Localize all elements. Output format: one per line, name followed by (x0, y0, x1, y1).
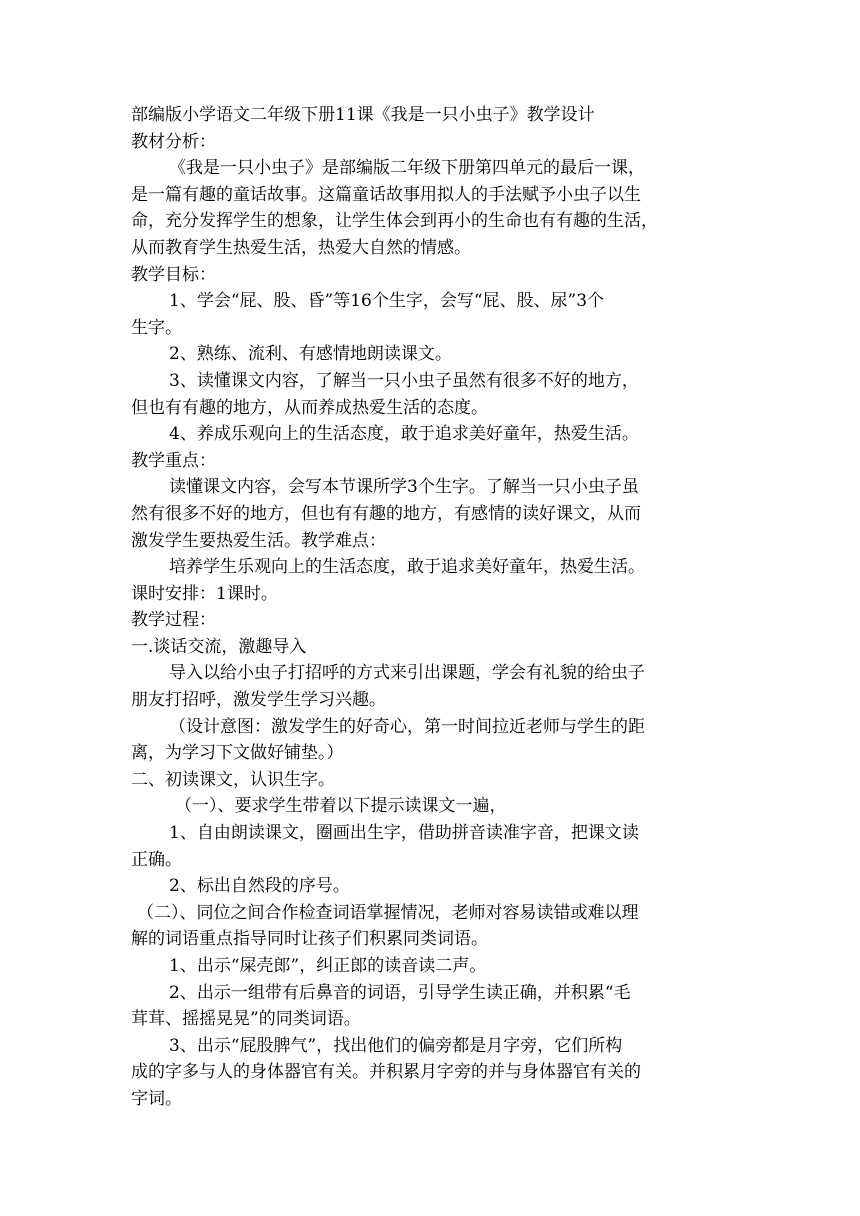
text-line: 1、学会“屁、股、昏”等16个生字，会写“屁、股、尿”3个 (169, 291, 605, 312)
text-line: 1、出示“屎壳郎”，纠正郎的读音读二声。 (169, 956, 487, 976)
text-line: （二）、同位之间合作检查词语掌握情况，老师对容易读错或难以理 (137, 902, 639, 923)
text-line: （设计意图：激发学生的好奇心，第一时间拉近老师与学生的距 (169, 716, 645, 737)
text-line: 朋友打招呼，激发学生学习兴趣。 (131, 690, 386, 711)
text-line: （一）、要求学生带着以下提示读课文一遍， (175, 796, 507, 817)
document-body (131, 102, 731, 1113)
text-line: 《我是一只小虫子》是部编版二年级下册第四单元的最后一课， (169, 158, 645, 179)
text-line: 离，为学习下文做好铺垫。） (131, 743, 344, 764)
text-line: 2、熟练、流利、有感情地朗读课文。 (169, 344, 452, 365)
text-line: 解的词语重点指导同时让孩子们积累同类词语。 (131, 929, 488, 950)
text-line: 成的字多与人的身体器官有关。并积累月字旁的并与身体器官有关的 (131, 1062, 641, 1083)
text-line: 二、初读课文，认识生字。 (131, 769, 335, 790)
text-line: 茸茸、摇摇晃晃”的同类词语。 (131, 1009, 361, 1030)
text-line: 3、读懂课文内容，了解当一只小虫子虽然有很多不好的地方， (169, 370, 639, 391)
text-line: 课时安排：1课时。 (131, 583, 278, 604)
text-line: 字词。 (131, 1088, 182, 1109)
text-line: 2、标出自然段的序号。 (169, 876, 350, 897)
text-line: 教学重点： (131, 450, 216, 471)
text-line: 教学过程： (131, 610, 216, 631)
text-line: 但也有有趣的地方，从而养成热爱生活的态度。 (131, 397, 488, 418)
text-line: 部编版小学语文二年级下册11课《我是一只小虫子》教学设计 (131, 105, 595, 125)
text-line: 读懂课文内容，会写本节课所学3个生字。了解当一只小虫子虽 (169, 477, 639, 498)
text-line: 2、出示一组带有后鼻音的词语，引导学生读正确，并积累“毛 (169, 982, 631, 1003)
text-line: 命，充分发挥学生的想象，让学生体会到再小的生命也有有趣的生活， (131, 211, 658, 232)
text-line: 生字。 (131, 317, 182, 338)
text-line: 正确。 (131, 849, 182, 870)
text-line: 教材分析： (131, 131, 216, 152)
text-line: 4、养成乐观向上的生活态度，敢于追求美好童年，热爱生活。 (169, 424, 639, 445)
text-line: 1、自由朗读课文，圈画出生字，借助拼音读准字音，把课文读 (169, 823, 639, 844)
text-line: 导入以给小虫子打招呼的方式来引出课题，学会有礼貌的给虫子 (169, 663, 645, 684)
text-line: 激发学生要热爱生活。教学难点： (131, 530, 386, 551)
text-line: 然有很多不好的地方，但也有有趣的地方，有感情的读好课文，从而 (131, 503, 641, 524)
text-line: 从而教育学生热爱生活，热爱大自然的情感。 (131, 237, 471, 258)
text-line: 是一篇有趣的童话故事。这篇童话故事用拟人的手法赋予小虫子以生 (131, 184, 641, 205)
text-line: 教学目标： (131, 264, 216, 285)
text-line: 培养学生乐观向上的生活态度，敢于追求美好童年，热爱生活。 (169, 557, 645, 578)
text-line: 3、出示“屁股脾气”，找出他们的偏旁都是月字旁，它们所构 (169, 1035, 623, 1056)
text-line: 一.谈话交流，激趣导入 (131, 636, 307, 657)
